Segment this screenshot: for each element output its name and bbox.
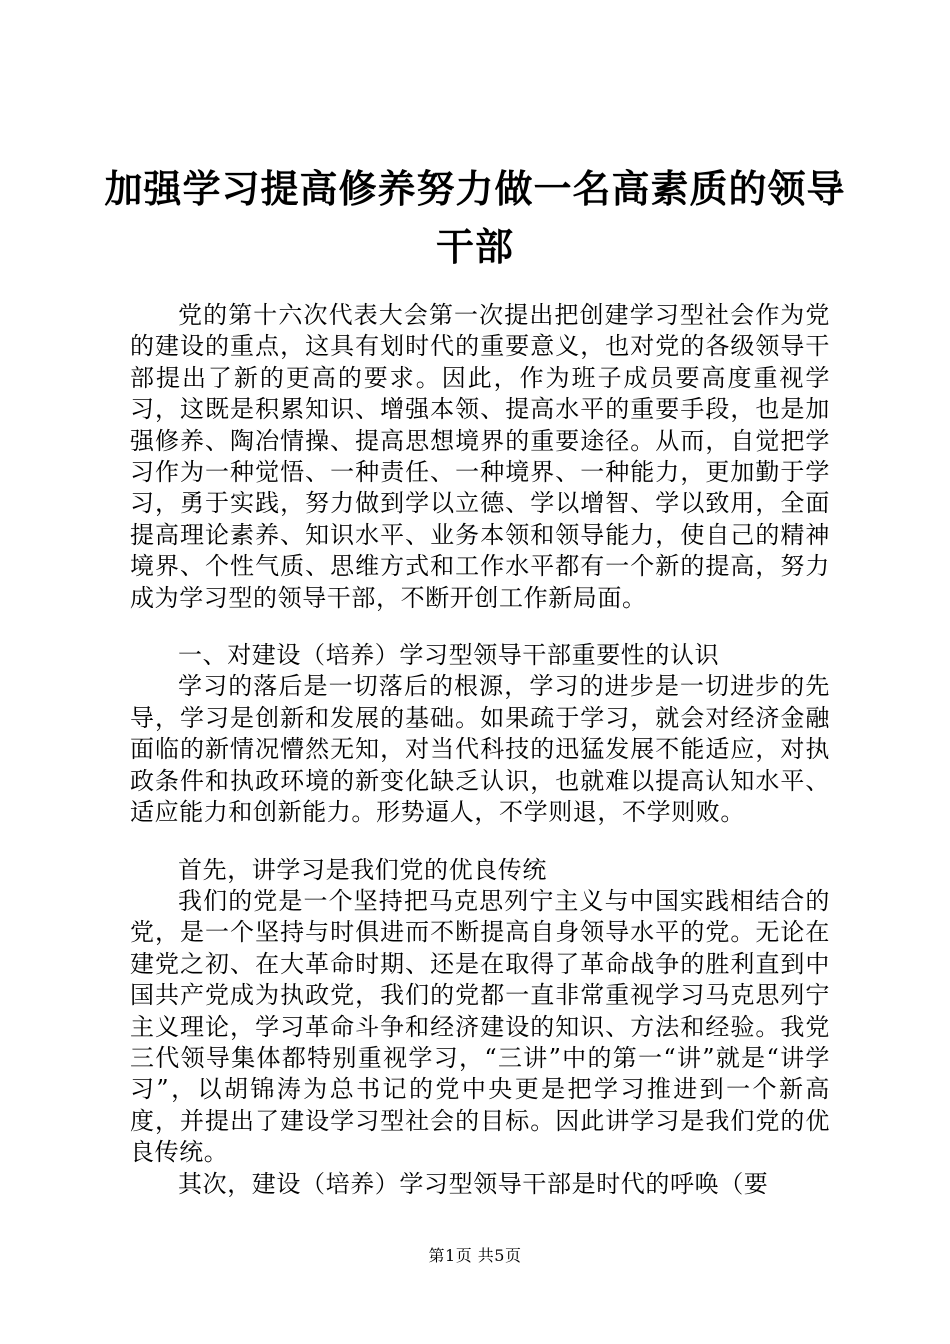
paragraph-importance: 学习的落后是一切落后的根源，学习的进步是一切进步的先导，学习是创新和发展的基础。如果疏于学习，就会对经济金融面临的新情况懵然无知，对当代科技的迅猛发展不能适应，对执政条件和执政环境的新变化缺乏认识，也就难以提高认知水平、适应能力和创新能力。形势逼人，不学则退，不学则败。 [130, 672, 830, 827]
paragraph-tradition: 我们的党是一个坚持把马克思列宁主义与中国实践相结合的党，是一个坚持与时俱进而不断提高自身领导水平的党。无论在建党之初、在大革命时期、还是在取得了革命战争的胜利直到中国共产党成为执政党，我们的党都一直非常重视学习马克思列宁主义理论，学习革命斗争和经济建设的知识、方法和经验。我党三代领导集体都特别重视学习，“三讲”中的第一“讲”就是“讲学习”，以胡锦涛为总书记的党中央更是把学习推进到一个新高度，并提出了建设学习型社会的目标。因此讲学习是我们党的优良传统。 [130, 886, 830, 1167]
paragraph-second: 其次，建设（培养）学习型领导干部是时代的呼唤（要 [178, 1169, 769, 1198]
document-title: 加强学习提高修养努力做一名高素质的领导干部 [104, 166, 846, 269]
subheading-first: 首先，讲学习是我们党的优良传统 [178, 855, 547, 884]
page-footer: 第1页 共5页 [428, 1246, 522, 1265]
section-heading-1: 一、对建设（培养）学习型领导干部重要性的认识 [178, 641, 720, 670]
paragraph-intro: 党的第十六次代表大会第一次提出把创建学习型社会作为党的建设的重点，这具有划时代的重要意义，也对党的各级领导干部提出了新的更高的要求。因此，作为班子成员要高度重视学习，这既是积累知识、增强本领、提高水平的重要手段，也是加强修养、陶冶情操、提高思想境界的重要途径。从而，自觉把学习作为一种觉悟、一种责任、一种境界、一种能力，更加勤于学习，勇于实践，努力做到学以立德、学以增智、学以致用，全面提高理论素养、知识水平、业务本领和领导能力，使自己的精神境界、个性气质、思维方式和工作水平都有一个新的提高，努力成为学习型的领导干部，不断开创工作新局面。 [130, 301, 830, 612]
document-body [130, 300, 830, 1200]
